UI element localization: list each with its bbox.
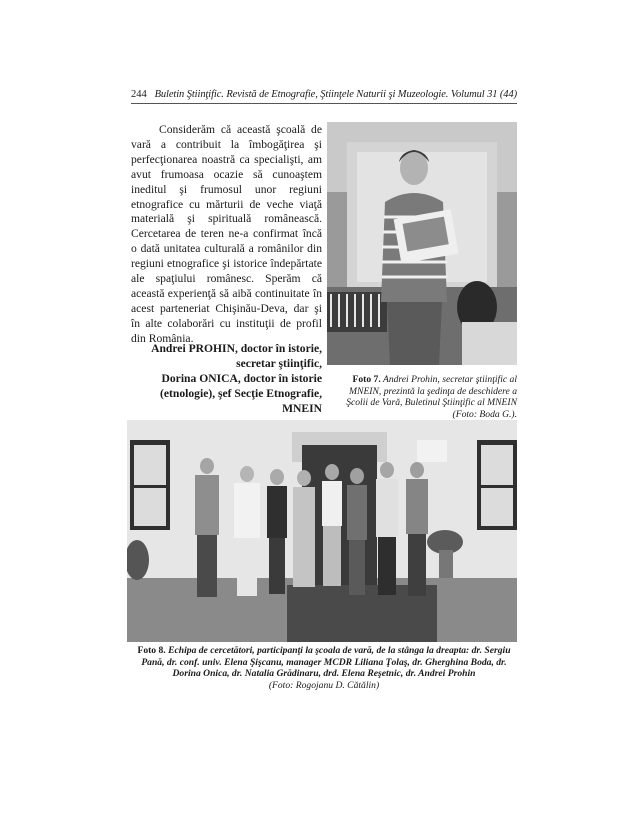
signature-line-2: secretar ştiinţific, [236,356,322,370]
signature-line-5: MNEIN [282,401,322,415]
signature-line-4: (etnologie), şef Secţie Etnografie, [160,386,322,400]
signature-line-1: Andrei PROHIN, doctor în istorie, [151,342,322,355]
body-paragraph-block [131,123,322,347]
caption-photo-8-label: Foto 8. [137,645,166,656]
photo-7 [327,122,517,365]
caption-photo-8-credit: (Foto: Rogojanu D. Cătălin) [268,679,380,691]
journal-title: Buletin Ştiinţific. Revistă de Etnografie, Ştiinţele Naturii şi Muzeologie. Volumul 31 (44) [154,89,517,100]
photo-8 [127,420,517,642]
signature-block [150,342,322,417]
caption-photo-8-text: Echipa de cercetători, participanţi la şcoala de vară, de la stânga la dreapta: dr. Sergiu Pană, dr. conf. univ. Elena Şişcanu, manager MCDR Liliana Ţolaş, dr. Gherghina Boda, dr. Dorina Onica, dr. Natalia Grădinaru, drd. Elena Reşetnic, dr. Andrei Prohin [141,645,511,680]
caption-photo-7 [327,374,517,420]
signature-line-3: Dorina ONICA, doctor în istorie [161,371,322,385]
photo-8-image [127,420,517,642]
body-paragraph: Considerăm că această şcoală de vară a contribuit la îmbogăţirea şi perfecţionarea noastră ca specialişti, am avut frumoasa ocazie să cunoaştem ineditul şi frumosul unor regiuni etnografice cu mărturii de veche viaţă materială şi spirituală românească. Cercetarea de teren ne-a confirmat încă o dată unitatea culturală a românilor din regiuni etnografice şi istorice îndepărtate ale spaţiului românesc. Sperăm că această experienţă să aibă continuitate în acest parteneriat Chişinău-Deva, dar şi în alte colaborări cu instituţii de profil din România. [131,123,322,345]
header-rule [131,103,517,104]
photo-7-image [327,122,517,365]
caption-photo-8 [131,645,517,691]
caption-photo-7-label: Foto 7. [352,374,381,385]
page-number: 244 [131,89,147,100]
caption-photo-7-text: Andrei Prohin, secretar ştiinţific al MNEIN, prezintă la şedinţa de deschidere a Şcolii de Vară, Buletinul Ştiinţific al MNEIN (Foto: Boda G.). [346,374,517,420]
header-bar [131,89,517,103]
